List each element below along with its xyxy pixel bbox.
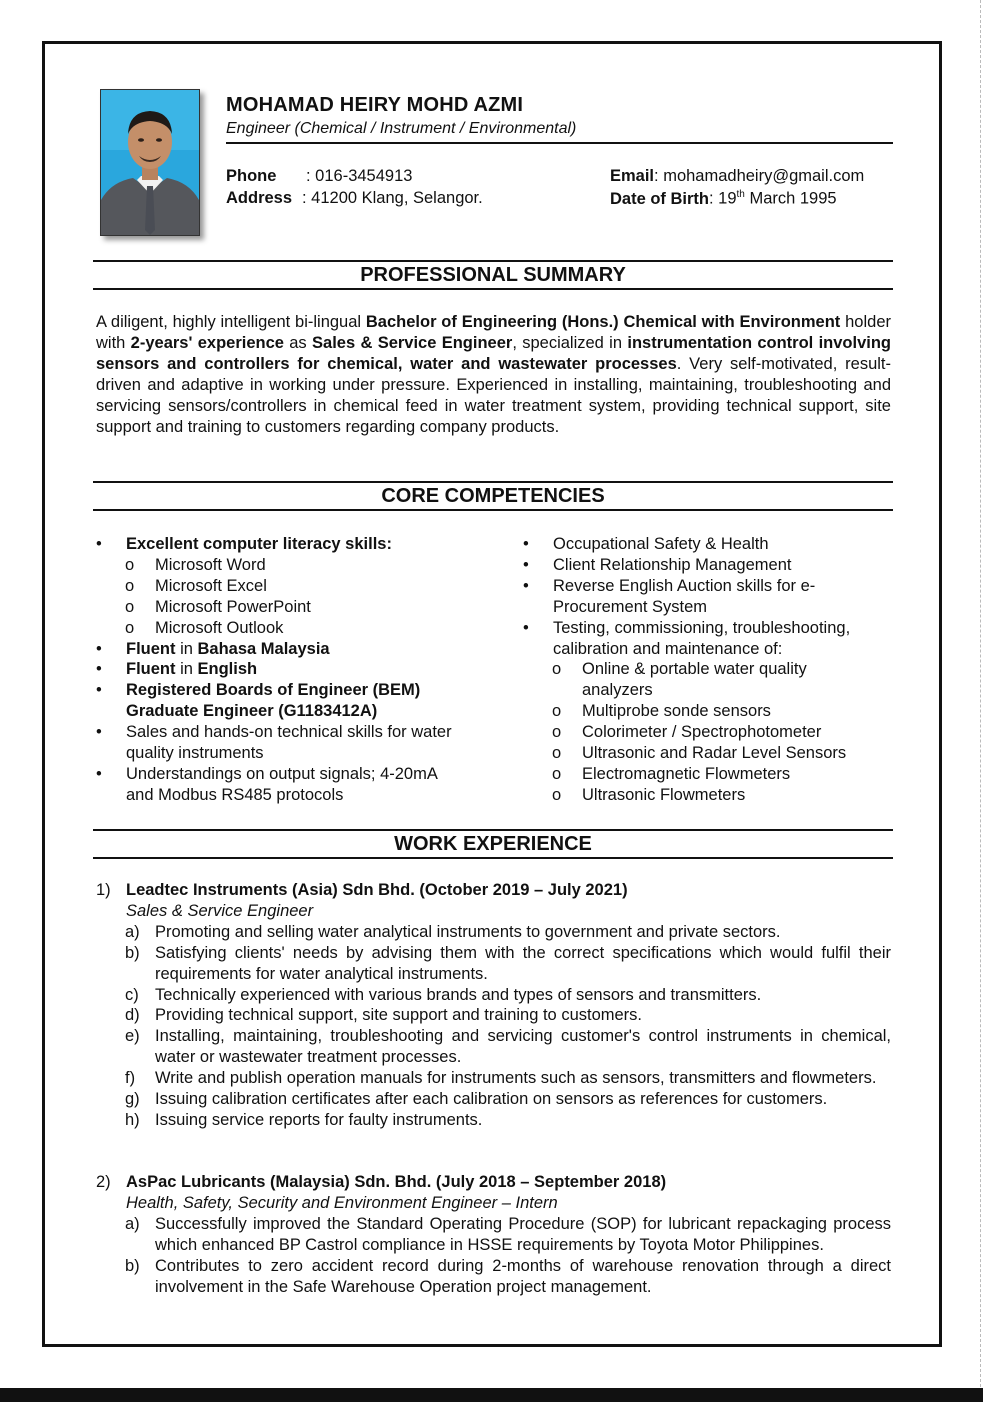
sub-bullet-icon: o xyxy=(125,618,135,637)
summary-text: as xyxy=(283,333,313,352)
list-item xyxy=(96,764,456,806)
list-subitem xyxy=(523,701,893,722)
list-item xyxy=(523,576,853,618)
dob-row xyxy=(610,189,837,209)
job-entry xyxy=(96,880,891,1131)
instrument-item: Multiprobe sonde sensors xyxy=(582,702,771,721)
address-row xyxy=(226,189,483,208)
list-subitem xyxy=(523,659,862,701)
task-item xyxy=(96,1256,891,1298)
task-item xyxy=(96,1068,891,1089)
list-subitem xyxy=(96,618,456,639)
bullet-icon: • xyxy=(96,681,102,700)
address-value: : 41200 Klang, Selangor. xyxy=(302,189,483,207)
dob-suffix: March 1995 xyxy=(744,189,837,208)
bullet-icon: • xyxy=(523,555,529,574)
in-word: in xyxy=(175,639,198,658)
list-item xyxy=(96,722,456,764)
summary-experience: 2-years' experience xyxy=(130,333,284,352)
task-marker: g) xyxy=(125,1090,140,1109)
sub-bullet-icon: o xyxy=(125,597,135,616)
task-item xyxy=(96,943,891,985)
dob-prefix: : 19 xyxy=(709,189,737,208)
summary-text: A diligent, highly intelligent bi-lingual xyxy=(96,313,366,331)
sub-bullet-icon: o xyxy=(125,555,135,574)
summary-text: holder with xyxy=(96,313,891,352)
software-item: Microsoft Outlook xyxy=(155,618,284,637)
language: Bahasa Malaysia xyxy=(197,639,330,658)
list-item xyxy=(523,555,893,576)
job-company xyxy=(96,880,891,901)
task-item xyxy=(96,985,891,1006)
instrument-item: Colorimeter / Spectrophotometer xyxy=(582,723,822,742)
job-role: Sales & Service Engineer xyxy=(126,901,314,920)
list-item xyxy=(96,680,456,722)
software-item: Microsoft PowerPoint xyxy=(155,597,311,616)
bullet-icon: • xyxy=(523,576,529,595)
language: English xyxy=(197,660,258,679)
competency-text: Testing, commissioning, troubleshooting, calibration and maintenance of: xyxy=(553,618,851,658)
section-header-competencies: CORE COMPETENCIES xyxy=(93,481,893,511)
email-label: Email xyxy=(610,167,655,185)
email-value: : mohamadheiry@gmail.com xyxy=(654,167,865,185)
list-subitem xyxy=(523,743,893,764)
bullet-icon: • xyxy=(523,535,529,553)
task-marker: c) xyxy=(125,985,139,1004)
competency-text: Understandings on output signals; 4-20mA and Modbus RS485 protocols xyxy=(126,764,437,804)
task-marker: h) xyxy=(125,1110,140,1129)
header-divider xyxy=(226,142,893,144)
job-company xyxy=(96,1172,891,1193)
summary-text: . Very self-motivated, result-driven and adaptive in working under pressure. Experienced in installing, maintaining, troubleshooting and servicing sensors/controllers in chemical feed in water treatment system, providing technical support, site support and training to customers regarding company products. xyxy=(96,354,891,436)
bullet-icon: • xyxy=(96,639,102,658)
phone-label: Phone xyxy=(226,167,277,185)
competency-text: Occupational Safety & Health xyxy=(553,535,769,553)
company-text: Leadtec Instruments (Asia) Sdn Bhd. (October 2019 – July 2021) xyxy=(126,881,628,899)
sub-bullet-icon: o xyxy=(552,660,562,679)
task-item xyxy=(96,1026,891,1068)
summary-text: , specialized in xyxy=(512,333,628,352)
phone-value: : 016-3454913 xyxy=(306,167,413,185)
competencies-left xyxy=(96,534,456,806)
fluent-word: Fluent xyxy=(126,639,176,658)
competency-text: Reverse English Auction skills for e-Procurement System xyxy=(553,576,816,616)
list-subitem xyxy=(523,722,893,743)
dob-sup: th xyxy=(736,189,745,200)
company-text: AsPac Lubricants (Malaysia) Sdn. Bhd. (July 2018 – September 2018) xyxy=(126,1173,667,1191)
task-text: Satisfying clients' needs by advising them with the correct specifications which would fulfil their requirements for water analytical instruments. xyxy=(155,943,891,983)
phone-row xyxy=(226,167,412,186)
email-row xyxy=(610,167,864,186)
sub-bullet-icon: o xyxy=(125,576,135,595)
competency-text: Client Relationship Management xyxy=(553,555,792,574)
job-entry xyxy=(96,1172,891,1297)
task-marker: e) xyxy=(125,1027,140,1046)
job-role: Health, Safety, Security and Environment Engineer – Intern xyxy=(126,1193,558,1212)
task-marker: f) xyxy=(125,1069,136,1088)
list-item xyxy=(523,534,893,555)
task-text: Providing technical support, site support and training to customers. xyxy=(155,1006,643,1025)
job-number: 1) xyxy=(96,881,111,899)
candidate-name: MOHAMAD HEIRY MOHD AZMI xyxy=(226,94,524,116)
task-marker: b) xyxy=(125,943,140,962)
fluent-word: Fluent xyxy=(126,660,176,679)
competencies-right xyxy=(523,534,893,806)
task-text: Write and publish operation manuals for instruments such as sensors, transmitters and flowmeters. xyxy=(155,1069,877,1088)
task-text: Contributes to zero accident record during 2-months of warehouse renovation through a direct involvement in the Safe Warehouse Operation project management. xyxy=(155,1256,891,1296)
sub-bullet-icon: o xyxy=(552,785,562,804)
list-item xyxy=(96,659,456,680)
list-item xyxy=(523,618,893,660)
task-marker: a) xyxy=(125,922,140,941)
section-header-summary: PROFESSIONAL SUMMARY xyxy=(93,260,893,290)
page-edge xyxy=(979,0,981,1402)
sub-bullet-icon: o xyxy=(552,702,562,721)
task-item xyxy=(96,1089,891,1110)
software-item: Microsoft Excel xyxy=(155,576,267,595)
bullet-icon: • xyxy=(96,660,102,679)
software-item: Microsoft Word xyxy=(155,555,266,574)
task-item xyxy=(96,1214,891,1256)
address-label: Address xyxy=(226,189,293,207)
instrument-item: Electromagnetic Flowmeters xyxy=(582,764,791,783)
list-item xyxy=(96,534,456,555)
task-text: Issuing calibration certificates after each calibration on sensors as references for customers. xyxy=(155,1090,828,1109)
task-marker: a) xyxy=(125,1214,140,1233)
instrument-item: Online & portable water quality analyzers xyxy=(582,660,807,700)
task-text: Issuing service reports for faulty instruments. xyxy=(155,1110,483,1129)
list-item xyxy=(96,639,456,660)
instrument-item: Ultrasonic and Radar Level Sensors xyxy=(582,744,847,763)
sub-bullet-icon: o xyxy=(552,723,562,742)
task-item xyxy=(96,1110,891,1131)
task-text: Installing, maintaining, troubleshooting and servicing customer's control instruments in chemical, water or wastewater treatment processes. xyxy=(155,1027,891,1067)
sub-bullet-icon: o xyxy=(552,764,562,783)
bullet-icon: • xyxy=(523,618,529,637)
summary-specialty: instrumentation control involving sensors and controllers for chemical, water and wastewater processes xyxy=(96,333,892,373)
bullet-icon: • xyxy=(96,723,102,742)
list-subitem xyxy=(523,764,893,785)
summary-role: Sales & Service Engineer xyxy=(312,333,513,352)
task-text: Successfully improved the Standard Operating Procedure (SOP) for lubricant repackaging process which enhanced BP Castrol compliance in HSSE requirements by Toyota Motor Philippines. xyxy=(155,1214,891,1254)
competency-text: Excellent computer literacy skills: xyxy=(126,535,392,553)
competency-text: Registered Boards of Engineer (BEM) Graduate Engineer (G1183412A) xyxy=(126,681,421,721)
bullet-icon: • xyxy=(96,764,102,783)
competency-text: Sales and hands-on technical skills for water quality instruments xyxy=(126,723,452,763)
sub-bullet-icon: o xyxy=(552,744,562,763)
instrument-item: Ultrasonic Flowmeters xyxy=(582,785,746,804)
section-header-work: WORK EXPERIENCE xyxy=(93,829,893,859)
in-word: in xyxy=(175,660,198,679)
task-item xyxy=(96,1005,891,1026)
bullet-icon: • xyxy=(96,535,102,553)
dob-label: Date of Birth xyxy=(610,189,709,208)
list-subitem xyxy=(96,555,456,576)
summary-paragraph xyxy=(96,312,891,437)
bottom-band xyxy=(0,1388,983,1402)
list-subitem xyxy=(96,576,456,597)
task-marker: d) xyxy=(125,1006,140,1025)
list-subitem xyxy=(523,785,893,806)
candidate-title: Engineer (Chemical / Instrument / Environmental) xyxy=(226,120,577,137)
task-marker: b) xyxy=(125,1256,140,1275)
list-subitem xyxy=(96,597,456,618)
task-text: Promoting and selling water analytical instruments to government and private sectors. xyxy=(155,922,781,941)
summary-degree: Bachelor of Engineering (Hons.) Chemical with Environment xyxy=(365,313,841,331)
job-number: 2) xyxy=(96,1173,111,1191)
task-item xyxy=(96,922,891,943)
task-text: Technically experienced with various brands and types of sensors and transmitters. xyxy=(155,985,762,1004)
profile-photo xyxy=(100,89,200,236)
